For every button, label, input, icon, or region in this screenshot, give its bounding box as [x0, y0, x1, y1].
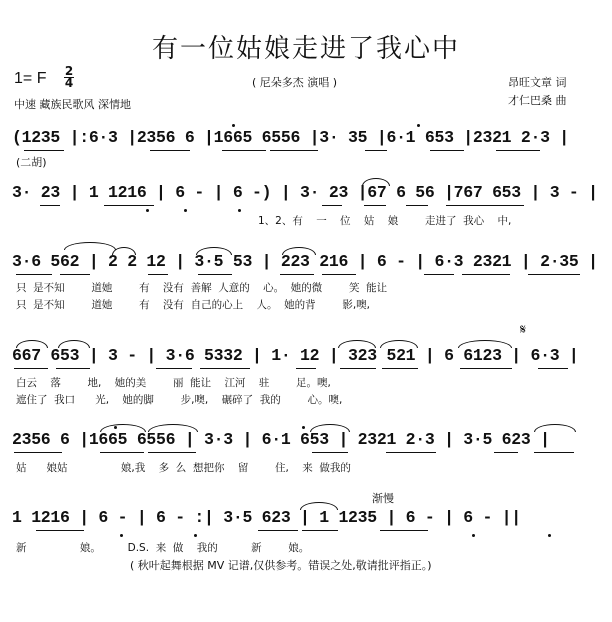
- underline: [494, 452, 518, 453]
- slur: [380, 340, 418, 348]
- underline: [312, 452, 348, 453]
- underline: [258, 530, 298, 531]
- underline: [406, 205, 428, 206]
- underline: [16, 274, 52, 275]
- footer-note: ( 秋叶起舞根据 MV 记谱,仅供参考。错误之处,敬请批评指正。): [130, 559, 432, 572]
- underline: [14, 368, 48, 369]
- underline: [496, 150, 540, 151]
- slur: [300, 502, 338, 510]
- time-bottom: 4: [64, 76, 74, 90]
- low-dot: [238, 209, 241, 212]
- low-dot: [472, 534, 475, 537]
- underline: [365, 150, 387, 151]
- segno-sign: 𝄋: [520, 322, 527, 338]
- underline: [24, 150, 64, 151]
- underline: [270, 150, 318, 151]
- lyrics-line-3b: 遮住了 我口 光, 她的脚 步,噢, 碾碎了 我的 心。噢,: [16, 394, 343, 406]
- lyrics-line-1: 1、2、有 一 位 姑 娘 走进了 我心 中,: [258, 215, 512, 227]
- slur: [64, 242, 116, 250]
- underline: [222, 150, 266, 151]
- underline: [56, 368, 90, 369]
- slur: [458, 340, 512, 348]
- rit-marking: 渐慢: [372, 492, 394, 505]
- slur: [534, 424, 576, 432]
- underline: [382, 368, 418, 369]
- slur: [112, 247, 136, 255]
- time-signature: [64, 66, 74, 89]
- underline: [198, 274, 232, 275]
- lyrics-line-4: 姑 娘姑 娘,我 多 么 想把你 留 住, 来 做我的: [16, 462, 351, 474]
- slur: [58, 340, 90, 348]
- low-dot: [120, 534, 123, 537]
- score-row-3: 3·6 562 | 2 2 12 | 3·5 53 | 223 216 | 6 - | 6·3 2321 | 2·35 |: [12, 252, 598, 271]
- underline: [460, 368, 512, 369]
- slur: [148, 424, 198, 432]
- underline: [322, 205, 342, 206]
- high-dot: [232, 124, 235, 127]
- score-row-1: (1235 |:6·3 |2356 6 |1665 6556 |3· 35 |6·1 653 |2321 2·3 |: [12, 128, 569, 147]
- underline: [296, 368, 316, 369]
- underline: [380, 530, 428, 531]
- underline: [424, 274, 454, 275]
- underline: [538, 368, 568, 369]
- lyricist-credit: 昂旺文章 词: [508, 76, 567, 89]
- key-signature: 1= F: [14, 70, 47, 87]
- lyrics-line-2b: 只 是不知 道她 有 没有 自己的心上 人。 她的背 影,噢,: [16, 299, 371, 311]
- slur: [196, 247, 232, 255]
- erhu-annotation: (二胡): [16, 156, 47, 169]
- underline: [200, 368, 250, 369]
- low-dot: [548, 534, 551, 537]
- underline: [40, 205, 60, 206]
- underline: [322, 274, 356, 275]
- slur: [282, 247, 316, 255]
- underline: [60, 274, 90, 275]
- high-dot: [417, 124, 420, 127]
- singer-credit: ( 尼朵多杰 演唱 ): [252, 76, 338, 89]
- underline: [36, 530, 84, 531]
- low-dot: [194, 534, 197, 537]
- underline: [430, 150, 464, 151]
- slur: [338, 340, 376, 348]
- slur: [362, 178, 390, 186]
- low-dot: [184, 209, 187, 212]
- score-row-2: 3· 23 | 1 1216 | 6 - | 6 -) | 3· 23 |67 6 56 |767 653 | 3 - |: [12, 183, 598, 202]
- underline: [534, 452, 574, 453]
- high-dot: [302, 426, 305, 429]
- underline: [148, 452, 196, 453]
- score-row-5: 2356 6 |1665 6556 | 3·3 | 6·1 653 | 2321 2·3 | 3·5 623 |: [12, 430, 550, 449]
- underline: [104, 205, 154, 206]
- tempo-marking: 中速 藏族民歌风 深情地: [14, 98, 131, 111]
- lyrics-line-5: 新 娘。 D.S. 来 做 我的 新 娘。: [16, 542, 310, 554]
- time-top: 2: [64, 64, 74, 78]
- composer-credit: 才仁巴桑 曲: [508, 94, 567, 107]
- underline: [280, 274, 314, 275]
- underline: [148, 274, 168, 275]
- underline: [386, 452, 436, 453]
- underline: [14, 452, 62, 453]
- lyrics-line-2a: 只 是不知 道她 有 没有 善解 人意的 心。 她的微 笑 能让: [16, 282, 388, 294]
- slur: [100, 424, 146, 432]
- song-title: 有一位姑娘走进了我心中: [151, 34, 460, 64]
- score-row-6: 1 1216 | 6 - | 6 - :| 3·5 623 | 1 1235 | 6 - | 6 - ||: [12, 508, 521, 527]
- slur: [310, 424, 350, 432]
- underline: [100, 452, 144, 453]
- underline: [446, 205, 524, 206]
- underline: [528, 274, 580, 275]
- underline: [364, 205, 386, 206]
- underline: [150, 150, 190, 151]
- underline: [340, 368, 376, 369]
- underline: [462, 274, 510, 275]
- lyrics-line-3a: 白云 落 地, 她的美 丽 能让 江河 驻 足。噢,: [16, 377, 331, 389]
- slur: [16, 340, 48, 348]
- underline: [156, 368, 192, 369]
- underline: [302, 530, 338, 531]
- low-dot: [146, 209, 149, 212]
- score-row-4: 667 653 | 3 - | 3·6 5332 | 1· 12 | 323 521 | 6 6123 | 6·3 |: [12, 346, 579, 365]
